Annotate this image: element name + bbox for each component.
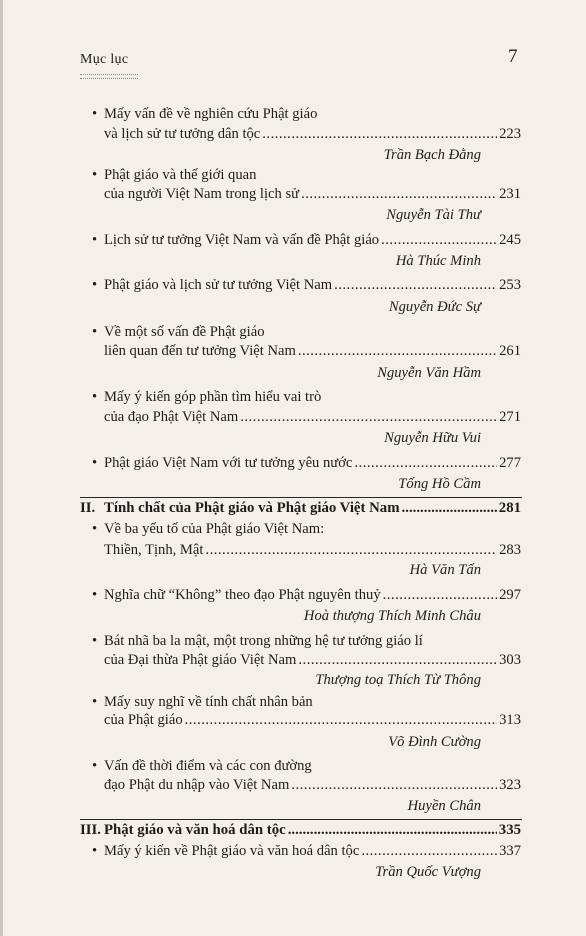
toc-entry-title: • Mấy ý kiến về Phật giáo và văn hoá dân tộc [104, 843, 360, 859]
toc-entry-author: Thượng toạ Thích Từ Thông [315, 672, 481, 688]
toc-entry-line[interactable] [104, 454, 521, 473]
toc-entry-title-cont: của Đại thừa Phật giáo Việt Nam [104, 652, 297, 668]
toc-entry-line[interactable] [104, 342, 521, 361]
dot-leader [361, 842, 497, 861]
toc-page-ref: 261 [499, 343, 521, 359]
toc-entry-title: • Mấy suy nghĩ về tính chất nhân bản [104, 693, 521, 712]
toc-entry-author: Võ Đình Cường [388, 734, 481, 750]
page-edge-shadow [0, 0, 3, 936]
toc-page-ref: 277 [499, 455, 521, 471]
toc-entry-title-cont: liên quan đến tư tưởng Việt Nam [104, 343, 296, 359]
toc-page-ref: 337 [499, 843, 521, 859]
toc-entry-author: Nguyễn Hữu Vui [384, 430, 481, 446]
toc-entry-author: Nguyễn Tài Thư [386, 207, 481, 223]
dot-leader [298, 651, 497, 670]
dot-leader [334, 276, 497, 295]
section-divider [80, 497, 522, 498]
toc-page-ref: 281 [498, 500, 521, 516]
toc-entry-title-cont: Thiền, Tịnh, Mật [104, 542, 204, 558]
toc-page-ref: 303 [499, 652, 521, 668]
dot-leader [354, 454, 497, 473]
toc-entry-title: • Về một số vấn đề Phật giáo [104, 323, 521, 342]
running-head-ornament [80, 74, 138, 79]
toc-page-ref: 323 [499, 777, 521, 793]
toc-entry-title: • Lịch sử tư tưởng Việt Nam và vấn đề Phật giáo [104, 232, 380, 248]
toc-entry-line[interactable] [104, 651, 521, 670]
section-divider [80, 819, 522, 820]
dot-leader [240, 408, 497, 427]
dot-leader [288, 821, 497, 840]
dot-leader [301, 185, 497, 204]
toc-entry-title: • Phật giáo Việt Nam với tư tưởng yêu nước [104, 455, 353, 471]
toc-entry-line[interactable] [104, 408, 521, 427]
page-number: 7 [508, 46, 518, 67]
toc-entry-title: • Về ba yếu tố của Phật giáo Việt Nam: [104, 520, 521, 539]
toc-entry-title: • Mấy vấn đề về nghiên cứu Phật giáo [104, 105, 521, 124]
toc-entry-title: • Mấy ý kiến góp phần tìm hiểu vai trò [104, 388, 521, 407]
toc-entry-title-cont: của Phật giáo [104, 712, 183, 728]
toc-entry-author: Nguyễn Đức Sự [388, 299, 481, 315]
toc-entry-author: Hoà thượng Thích Minh Châu [303, 608, 481, 624]
toc-entry-author: Tống Hồ Cầm [398, 476, 481, 492]
dot-leader [185, 711, 497, 730]
dot-leader [381, 231, 497, 250]
toc-entry-author: Trần Quốc Vượng [375, 864, 481, 880]
toc-entry-author: Trần Bạch Đằng [383, 147, 481, 163]
toc-entry-author: Nguyễn Văn Hầm [377, 365, 481, 381]
toc-page-ref: 283 [499, 542, 521, 558]
toc-entry-title-cont: của đạo Phật Việt Nam [104, 409, 239, 425]
dot-leader [291, 776, 497, 795]
toc-entry-title: • Phật giáo và lịch sử tư tưởng Việt Nam [104, 277, 333, 293]
dot-leader [383, 586, 497, 605]
toc-entry-title: • Phật giáo và thế giới quan [104, 166, 521, 185]
running-head: Mục lục [80, 52, 129, 67]
toc-entry-line[interactable] [104, 776, 521, 795]
toc-entry-author: Hà Văn Tấn [409, 562, 481, 578]
toc-entry-line[interactable] [104, 711, 521, 730]
section-number: III. [80, 822, 101, 838]
toc-page-ref: 335 [498, 822, 521, 838]
toc-section-heading[interactable] [80, 821, 521, 840]
toc-entry-line[interactable] [104, 541, 521, 560]
section-number: II. [80, 500, 96, 516]
dot-leader [402, 499, 497, 518]
toc-entry-title: • Vấn đề thời điểm và các con đường [104, 757, 521, 776]
toc-page-ref: 271 [499, 409, 521, 425]
toc-entry-title: • Bát nhã ba la mật, một trong những hệ tư tưởng giáo lí [104, 632, 521, 651]
toc-entry-title-cont: của người Việt Nam trong lịch sử [104, 186, 300, 202]
toc-section-heading[interactable] [80, 499, 521, 518]
toc-entry-line[interactable] [104, 276, 521, 295]
toc-page-ref: 253 [499, 277, 521, 293]
section-title: Phật giáo và văn hoá dân tộc [104, 822, 286, 838]
toc-page-ref: 245 [499, 232, 521, 248]
toc-entry-line[interactable] [104, 185, 521, 204]
toc-page-ref: 313 [499, 712, 521, 728]
dot-leader [298, 342, 497, 361]
toc-entry-title-cont: đạo Phật du nhập vào Việt Nam [104, 777, 290, 793]
toc-entry-line[interactable] [104, 586, 521, 605]
toc-entry-line[interactable] [104, 125, 521, 144]
section-title: Tính chất của Phật giáo và Phật giáo Việt Nam [104, 500, 400, 516]
toc-page-ref: 231 [499, 186, 521, 202]
toc-entry-title: • Nghĩa chữ “Không” theo đạo Phật nguyên thuỷ [104, 587, 381, 603]
toc-entry-line[interactable] [104, 231, 521, 250]
toc-page-ref: 223 [499, 126, 521, 142]
toc-entry-author: Hà Thúc Minh [395, 253, 481, 269]
dot-leader [205, 541, 497, 560]
toc-entry-author: Huyền Chân [407, 798, 481, 814]
toc-entry-line[interactable] [104, 842, 521, 861]
dot-leader [262, 125, 497, 144]
toc-page-ref: 297 [499, 587, 521, 603]
toc-entry-title-cont: và lịch sử tư tưởng dân tộc [104, 126, 261, 142]
